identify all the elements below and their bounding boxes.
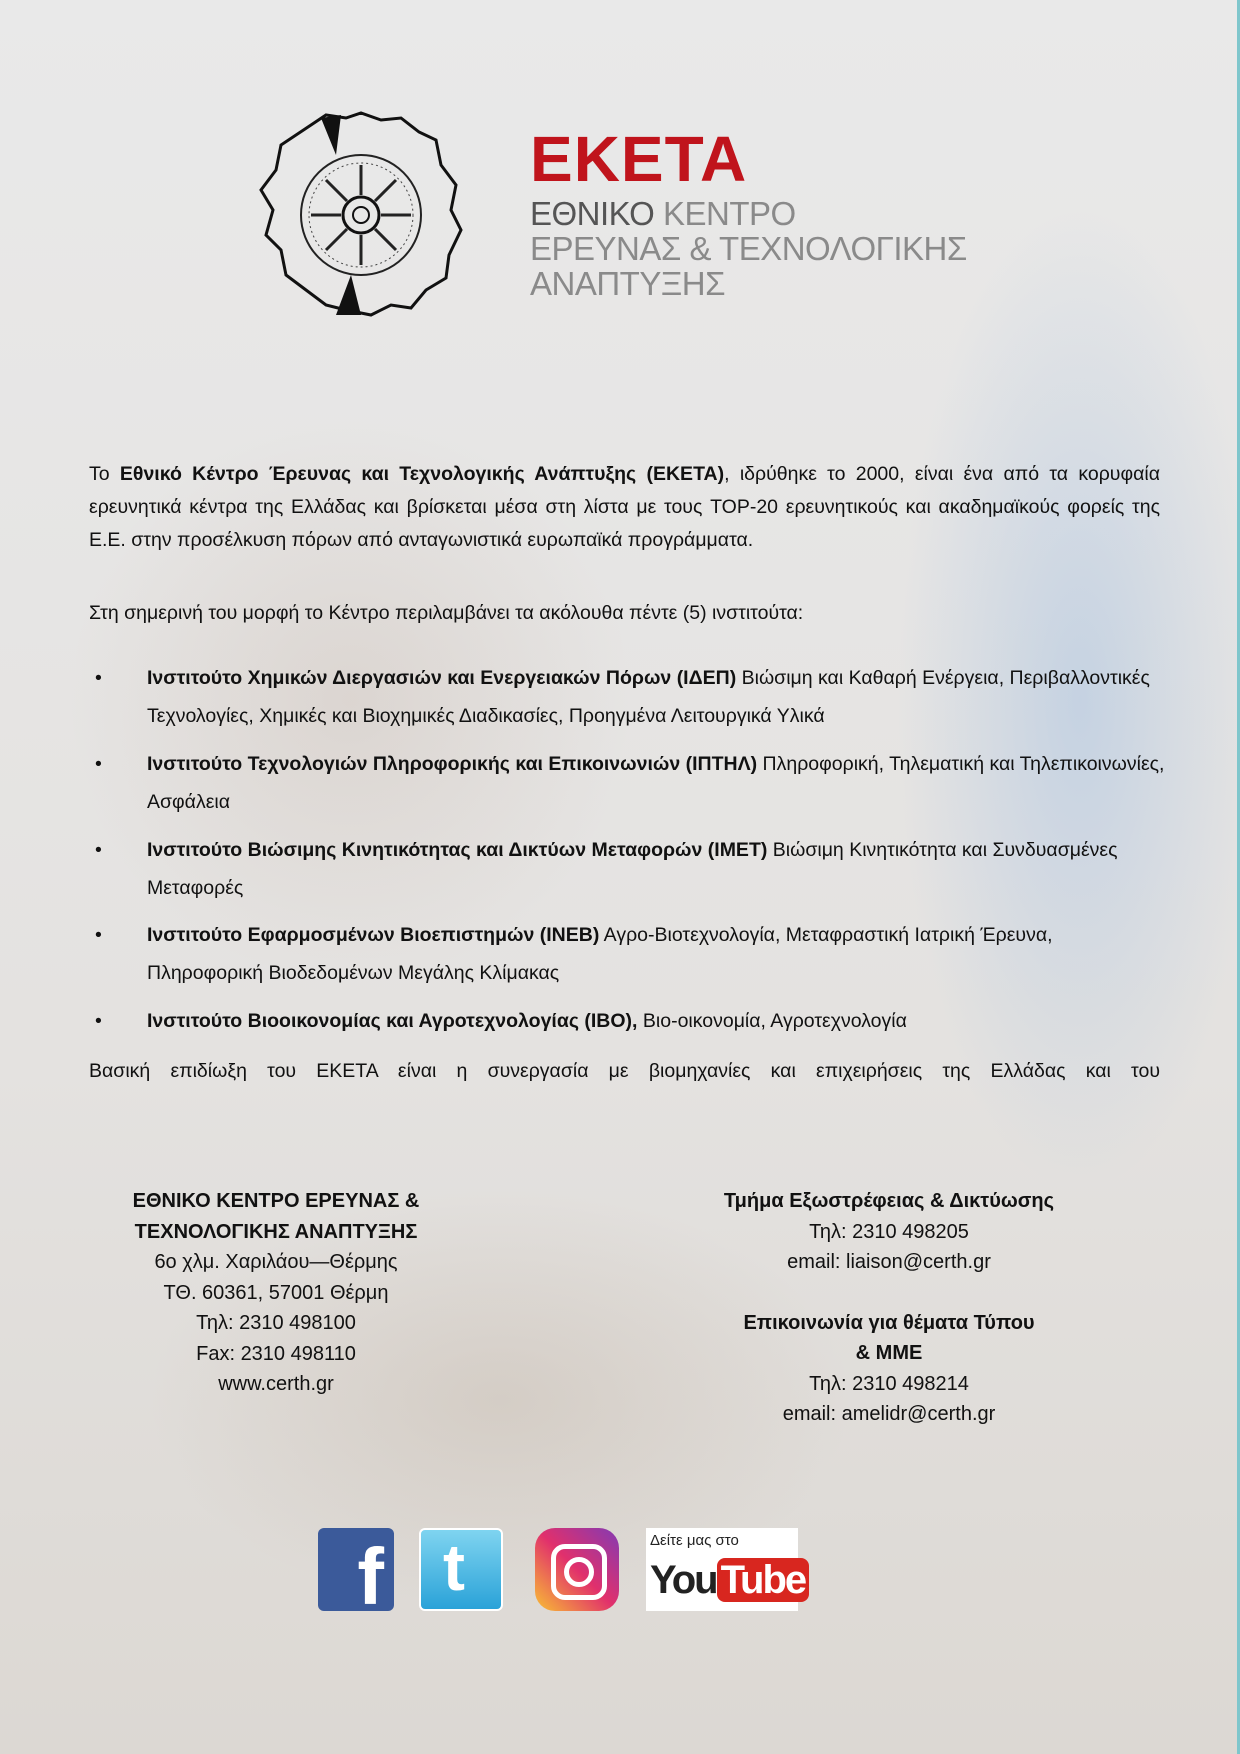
youtube-tube: Tube	[717, 1558, 810, 1602]
instagram-icon[interactable]	[535, 1528, 619, 1611]
youtube-you: You	[650, 1558, 717, 1602]
institute-item	[95, 916, 1165, 992]
press-phone: Τηλ: 2310 498214	[809, 1372, 969, 1395]
closing-paragraph: Βασική επιδίωξη του ΕΚΕΤΑ είναι η συνεργασία με βιομηχανίες και επιχειρήσεις της Ελλάδας και του	[89, 1060, 1160, 1082]
logo-line-1	[530, 195, 796, 233]
footer-address	[66, 1186, 486, 1400]
phone: Τηλ: 2310 498100	[196, 1312, 356, 1334]
institute-name: Ινστιτούτο Τεχνολογιών Πληροφορικής και Επικοινωνιών (ΙΠΤΗΛ)	[147, 753, 758, 775]
fax: Fax: 2310 498110	[196, 1342, 356, 1365]
intro-paragraph	[89, 458, 1160, 557]
intro-rest: , ιδρύθηκε το 2000, είναι ένα από τα κορυφαία ερευνητικά κέντρα της Ελλάδας και βρίσκεται μέσα στη λίστα με τους TOP-20 ερευνητικούς και ακαδημαϊκούς φορείς της Ε.Ε. στην προσέλκυση πόρων από ανταγωνιστικά ευρωπαϊκά προγράμματα.	[89, 463, 1160, 551]
institute-item	[95, 659, 1165, 735]
institute-name: Ινστιτούτο Εφαρμοσμένων Βιοεπιστημών (ΙΝΕΒ)	[147, 924, 600, 946]
logo-line-3: ΑΝΑΠΤΥΞΗΣ	[530, 265, 726, 302]
institute-item	[95, 1002, 1165, 1040]
intro-pre: Το	[89, 463, 120, 485]
institute-name: Ινστιτούτο Βιοοικονομίας και Αγροτεχνολογίας (ΙΒΟ),	[147, 1010, 638, 1032]
institute-name: Ινστιτούτο Βιώσιμης Κινητικότητας και Δικτύων Μεταφορών (ΙΜΕΤ)	[147, 839, 768, 861]
org-name-2: ΤΕΧΝΟΛΟΓΙΚΗΣ ΑΝΑΠΤΥΞΗΣ	[134, 1220, 418, 1243]
bullet: •	[95, 1010, 102, 1032]
institute-desc: Βιο-οικονομία, Αγροτεχνολογία	[637, 1010, 907, 1032]
press-email-link[interactable]: email: amelidr@certh.gr	[782, 1403, 996, 1425]
intro-bold: Εθνικό Κέντρο Έρευνας και Τεχνολογικής Ανάπτυξης (ΕΚΕΤΑ)	[119, 463, 725, 485]
press-heading-1: Επικοινωνία για θέματα Τύπου	[743, 1311, 1035, 1334]
logo-line-1-light: ΚΕΝΤΡΟ	[663, 195, 796, 232]
bullet: •	[95, 839, 102, 861]
bullet: •	[95, 924, 102, 946]
dept-name: Τμήμα Εξωστρέφειας & Δικτύωσης	[723, 1190, 1055, 1212]
address: 6ο χλμ. Χαριλάου—Θέρμης	[154, 1251, 398, 1273]
facebook-f-glyph: f	[357, 1532, 384, 1621]
institute-desc: Αγρο-Βιοτεχνολογία, Μεταφραστική Ιατρική Έρευνα, Πληροφορική Βιοδεδομένων Μεγάλης Κλίμακας	[147, 924, 1053, 984]
bullet: •	[95, 667, 102, 689]
institute-desc: Βιώσιμη και Καθαρή Ενέργεια, Περιβαλλοντικές Τεχνολογίες, Χημικές και Βιοχημικές Διαδικασίες, Προηγμένα Λειτουργικά Υλικά	[147, 667, 1150, 727]
footer-contacts	[679, 1186, 1099, 1430]
press-heading-2: & ΜΜΕ	[855, 1342, 923, 1364]
youtube-wordmark	[650, 1556, 809, 1604]
institutes-intro: Στη σημερινή του μορφή το Κέντρο περιλαμβάνει τα ακόλουθα πέντε (5) ινστιτούτα:	[89, 602, 804, 624]
institute-desc: Βιώσιμη Κινητικότητα και Συνδυασμένες Μεταφορές	[147, 839, 1118, 899]
institute-name: Ινστιτούτο Χημικών Διεργασιών και Ενεργειακών Πόρων (ΙΔΕΠ)	[147, 667, 737, 689]
youtube-icon[interactable]	[646, 1528, 806, 1611]
org-name-1: ΕΘΝΙΚΟ ΚΕΝΤΡΟ ΕΡΕΥΝΑΣ &	[132, 1190, 420, 1212]
facebook-icon[interactable]	[318, 1528, 394, 1621]
bullet: •	[95, 753, 102, 775]
institute-item	[95, 831, 1165, 907]
youtube-caption: Δείτε μας στο	[650, 1532, 739, 1549]
logo-line-2: ΕΡΕΥΝΑΣ & ΤΕΧΝΟΛΟΓΙΚΗΣ	[530, 230, 967, 267]
institute-desc: Πληροφορική, Τηλεματική και Τηλεπικοινωνίες, Ασφάλεια	[147, 753, 1165, 813]
institute-item	[95, 745, 1165, 821]
certh-emblem-logo	[251, 110, 471, 320]
po-box: ΤΘ. 60361, 57001 Θέρμη	[163, 1281, 389, 1304]
twitter-t-glyph: t	[443, 1530, 465, 1604]
logo-line-1-dark: ΕΘΝΙΚΟ	[530, 195, 655, 232]
website-link[interactable]: www.certh.gr	[218, 1373, 334, 1395]
instagram-lens	[564, 1557, 594, 1587]
dept-phone: Τηλ: 2310 498205	[809, 1220, 969, 1243]
logo-acronym: ΕΚΕΤΑ	[530, 123, 748, 195]
twitter-icon[interactable]	[419, 1528, 503, 1611]
dept-email-link[interactable]: email: liaison@certh.gr	[787, 1251, 991, 1273]
